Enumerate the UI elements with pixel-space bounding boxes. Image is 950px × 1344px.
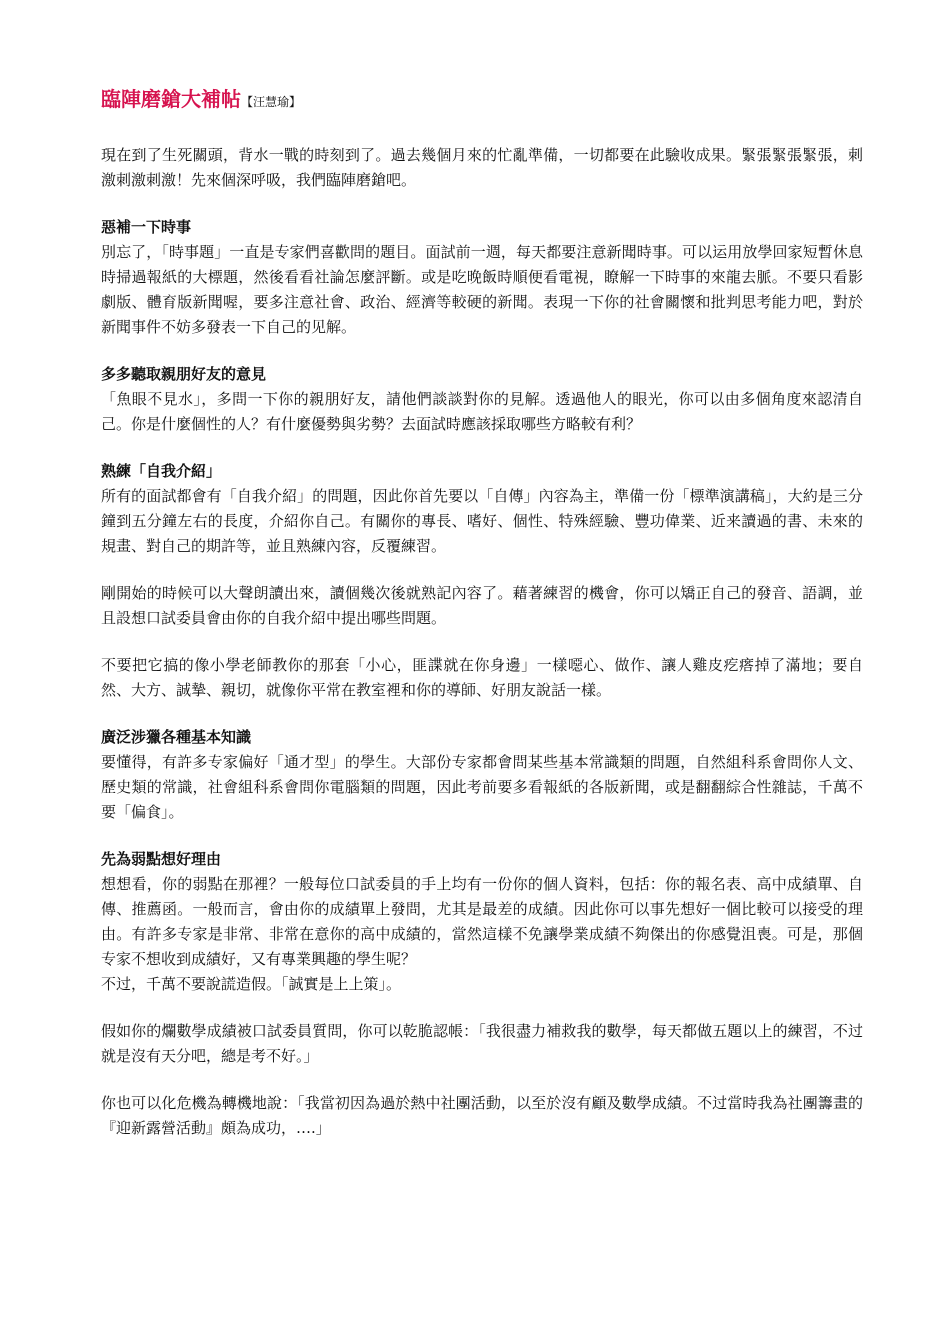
section-paragraph: 剛開始的時候可以大聲朗讀出來，讀個幾次後就熟記內容了。藉著練習的機會，你可以矯正自己的發音、語調，並且設想口試委員會由你的自我介紹中提出哪些問題。 [101, 584, 863, 627]
document [101, 84, 863, 1163]
section-heading: 先為弱點想好理由 [101, 850, 222, 868]
section-heading: 熟練「自我介紹」 [101, 462, 222, 480]
section-general-knowledge [101, 725, 863, 825]
section-ask-friends [101, 362, 863, 437]
section-self-intro [101, 459, 863, 703]
section-paragraph: 「魚眼不見水」，多問一下你的親朋好友，請他們談談對你的見解。透過他人的眼光，你可以由多個角度來認清自己。你是什麼個性的人？有什麼優勢與劣勢？去面試時應該採取哪些方略較有利？ [101, 390, 863, 433]
intro-paragraph: 現在到了生死關頭，背水一戰的時刻到了。過去幾個月來的忙亂準備，一切都要在此驗收成果。緊張緊張緊張，刺激刺激刺激！先來個深呼吸，我們臨陣磨鎗吧。 [101, 146, 863, 189]
section-paragraph: 假如你的爛數學成績被口試委員質問，你可以乾脆認帳：「我很盡力補救我的數學，每天都做五題以上的練習，不过就是沒有天分吧，總是考不好。」 [101, 1022, 863, 1065]
title-line [101, 84, 863, 117]
section-paragraph: 要懂得，有許多专家偏好「通才型」的學生。大部份专家都會問某些基本常識類的問題，自然組科系會問你人文、歷史類的常識，社會組科系會問你電腦類的問題，因此考前要多看報紙的各版新聞，或是翻翻綜合性雜誌，千萬不要「偏食」。 [101, 753, 863, 821]
section-paragraph: 不要把它搞的像小學老師教你的那套「小心，匪諜就在你身邊」一樣噁心、做作、讓人雞皮疙瘩掉了滿地；要自然、大方、誠摯、親切，就像你平常在教室裡和你的導師、好朋友說話一樣。 [101, 656, 863, 699]
section-weaknesses [101, 847, 863, 1141]
section-heading: 廣泛涉獵各種基本知識 [101, 728, 252, 746]
section-current-events [101, 215, 863, 340]
section-paragraph: 所有的面試都會有「自我介紹」的問題，因此你首先要以「自傳」內容為主，準備一份「標準演講稿」，大約是三分鐘到五分鐘左右的長度，介紹你自己。有關你的專長、嗜好、個性、特殊經驗、豐功偉業、近来讀過的書、未來的規畫、對自己的期許等，並且熟練內容，反覆練習。 [101, 487, 863, 555]
section-paragraph: 想想看，你的弱點在那裡？一般每位口試委員的手上均有一份你的個人資料，包括：你的報名表、高中成績單、自傳、推薦函。一般而言，會由你的成績單上發問，尤其是最差的成績。因此你可以事先想好一個比較可以接受的理由。有許多专家是非常、非常在意你的高中成績的，當然這樣不免讓學業成績不夠傑出的你感覺沮喪。可是，那個专家不想收到成績好，又有專業興趣的學生呢？ 不过，千萬不要說謊造假。「誠實是上上策」。 [101, 875, 863, 993]
section-paragraph: 你也可以化危機為轉機地說：「我當初因為過於熱中社團活動，以至於沒有顧及數學成績。不过當時我為社團籌畫的『迎新露營活動』頗為成功，….」 [101, 1094, 863, 1137]
section-heading: 惡補一下時事 [101, 218, 192, 236]
article-title: 臨陣磨鎗大補帖 [101, 87, 241, 111]
author-name: 【汪慧瑜】 [241, 95, 302, 109]
section-paragraph: 別忘了，「時事題」一直是专家們喜歡問的題目。面試前一週，每天都要注意新聞時事。可以运用放學回家短暫休息時掃過報紙的大標題，然後看看社論怎麼評斷。或是吃晚飯時順便看電視，瞭解一下時事的來龍去脈。不要只看影劇版、體育版新聞喔，要多注意社會、政治、經濟等較硬的新聞。表現一下你的社會關懷和批判思考能力吧，對於新聞事件不妨多發表一下自己的见解。 [101, 243, 863, 336]
section-heading: 多多聽取親朋好友的意見 [101, 365, 267, 383]
